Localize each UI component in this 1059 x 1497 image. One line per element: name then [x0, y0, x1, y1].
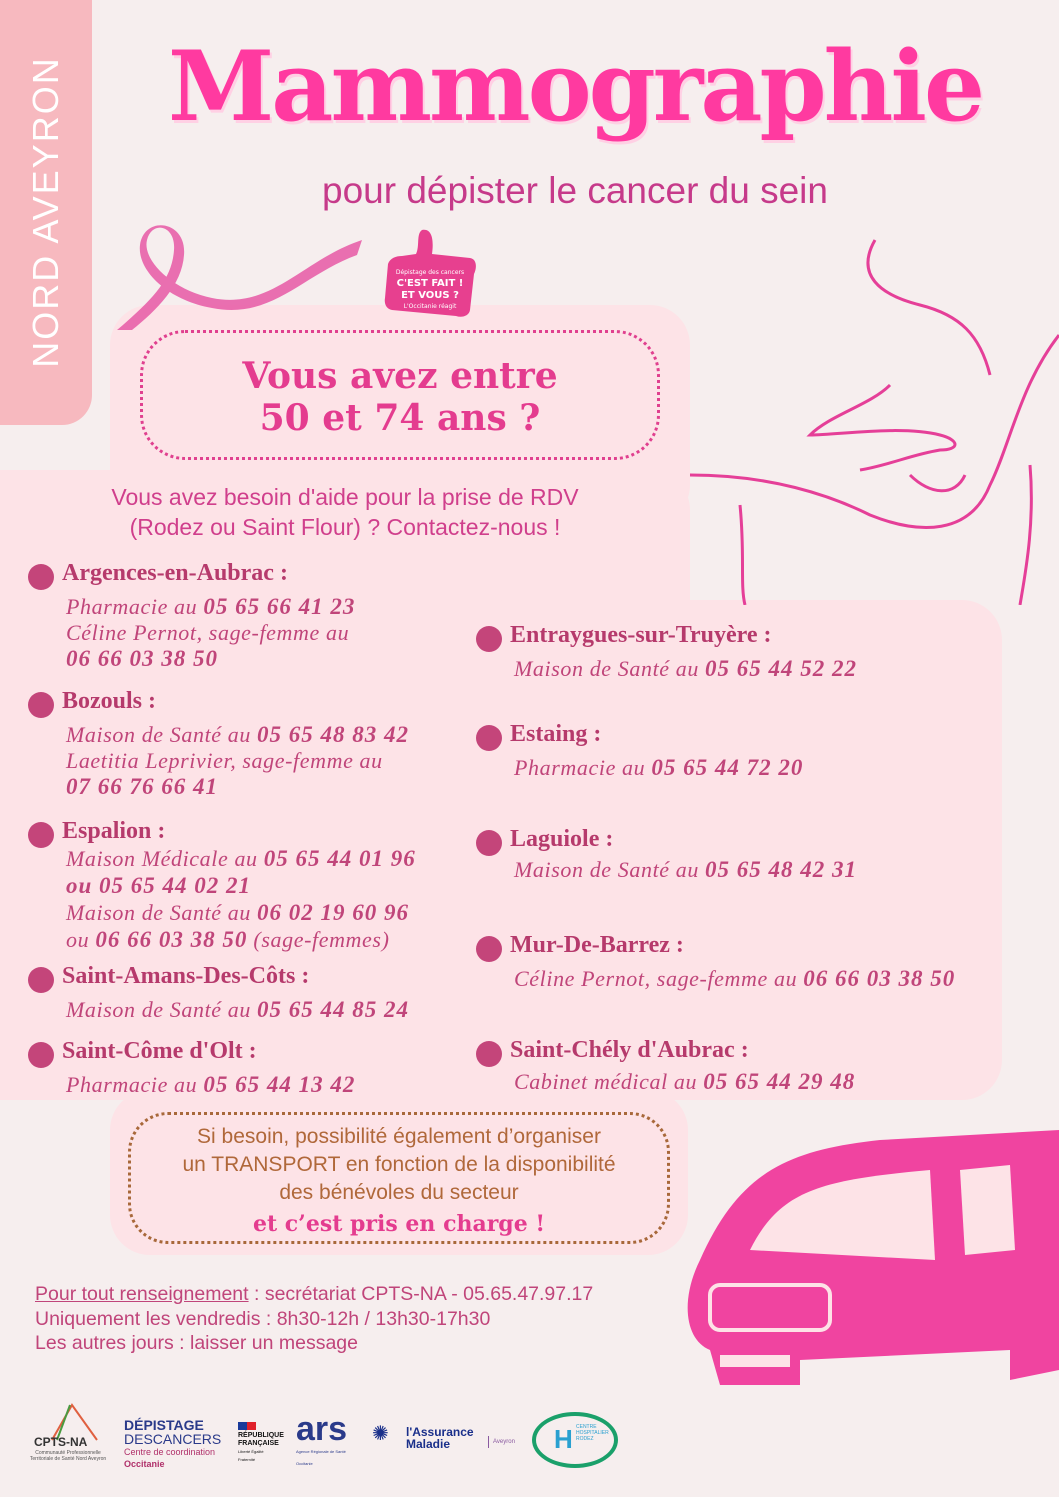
age-question-line: 50 et 74 ans ? — [259, 397, 541, 439]
contact-line — [66, 722, 409, 748]
republique-francaise-logo — [238, 1422, 284, 1464]
h-icon: H — [554, 1424, 573, 1454]
logo-text: Occitanie — [124, 1459, 165, 1469]
age-question-line: Vous avez entre — [242, 355, 558, 397]
people-icon: ✺ — [372, 1423, 389, 1445]
contact-text: Laetitia Leprivier, sage-femme au — [66, 748, 383, 773]
contact-line — [66, 774, 218, 800]
logo-text: Maladie — [406, 1437, 451, 1451]
footer-info — [35, 1282, 593, 1356]
contact-text: Céline Pernot, sage-femme au — [514, 966, 804, 991]
contact-line — [66, 594, 355, 620]
phone-number: 06 02 19 60 96 — [257, 900, 410, 925]
ars-logo — [296, 1412, 347, 1470]
contact-line — [66, 646, 218, 672]
contact-text: Maison de Santé au — [66, 900, 258, 925]
logo-text: Agence Régionale de Santé Occitanie — [296, 1449, 346, 1466]
bullet-icon — [476, 830, 502, 856]
contact-line — [66, 997, 409, 1023]
contact-text: Pharmacie au — [514, 755, 652, 780]
transport-line: des bénévoles du secteur — [279, 1181, 519, 1204]
contact-text: Cabinet médical au — [514, 1069, 704, 1094]
help-line: Vous avez besoin d'aide pour la prise de RDV — [111, 484, 579, 510]
badge-text: L'Occitanie réagit — [403, 303, 457, 310]
contact-line — [514, 966, 955, 992]
bullet-icon — [476, 725, 502, 751]
phone-number: 06 66 03 38 50 — [803, 966, 956, 991]
town-name: Espalion : — [62, 818, 166, 844]
help-text — [40, 482, 650, 542]
phone-number: 06 66 03 38 50 — [66, 646, 218, 671]
contact-line — [66, 846, 416, 872]
contact-text: Maison de Santé au — [514, 656, 706, 681]
bullet-icon — [476, 626, 502, 652]
transport-highlight: et c’est pris en charge ! — [252, 1211, 546, 1237]
bullet-icon — [476, 1041, 502, 1067]
town-name: Saint-Côme d'Olt : — [62, 1038, 257, 1064]
footer-line: Uniquement les vendredis : 8h30-12h / 13h30-17h30 — [35, 1307, 491, 1330]
contact-text: Pharmacie au — [66, 594, 204, 619]
transport-line: Si besoin, possibilité également d’organiser — [197, 1125, 601, 1148]
footer-line: : secrétariat CPTS-NA - 05.65.47.97.17 — [248, 1283, 594, 1305]
contact-line — [514, 755, 803, 781]
transport-line: un TRANSPORT en fonction de la disponibilité — [182, 1153, 616, 1176]
bullet-icon — [476, 936, 502, 962]
poster-subtitle: pour dépister le cancer du sein — [322, 170, 828, 211]
badge-text: C'EST FAIT ! — [396, 278, 464, 289]
help-line: (Rodez ou Saint Flour) ? Contactez-nous ! — [129, 514, 561, 540]
logo-text: Centre de coordination — [124, 1447, 216, 1457]
bullet-icon — [28, 1042, 54, 1068]
logo-text: FRANÇAISE — [238, 1440, 279, 1447]
phone-number: 05 65 44 85 24 — [257, 997, 410, 1022]
contact-text: ou — [66, 927, 96, 952]
phone-number: 05 65 44 01 96 — [263, 846, 416, 871]
contact-line — [514, 1069, 855, 1095]
phone-number: 05 65 48 42 31 — [705, 857, 858, 882]
logo-text: CENTRE HOSPITALIER RODEZ — [576, 1424, 609, 1442]
side-band — [0, 0, 92, 425]
side-band-label: NORD AVEYRON — [25, 56, 66, 368]
info-link[interactable]: Pour tout renseignement — [35, 1283, 249, 1305]
transport-box — [128, 1112, 670, 1244]
town-name: Bozouls : — [62, 688, 157, 714]
contact-text: Pharmacie au — [66, 1072, 204, 1097]
town-name: Argences-en-Aubrac : — [62, 560, 288, 586]
contact-line — [66, 620, 349, 646]
phone-number: 06 66 03 38 50 — [95, 927, 248, 952]
contact-text: Céline Pernot, sage-femme au — [66, 620, 350, 645]
town-name: Saint-Chély d'Aubrac : — [510, 1037, 749, 1063]
logo-text: Aveyron — [488, 1436, 515, 1448]
contact-text: Maison Médicale au — [66, 846, 264, 871]
contact-line — [66, 873, 251, 899]
footer-line: Les autres jours : laisser un message — [35, 1332, 358, 1354]
phone-number: ou 05 65 44 02 21 — [66, 873, 252, 898]
contact-text: Maison de Santé au — [514, 857, 706, 882]
contact-text: (sage-femmes) — [247, 927, 390, 952]
cpts-logo-text: CPTS-NA — [34, 1435, 88, 1449]
contact-line — [514, 656, 857, 682]
town-name: Laguiole : — [510, 826, 614, 852]
logo-text: DÉPISTAGE — [124, 1417, 204, 1433]
contact-line — [514, 857, 857, 883]
contact-line — [66, 900, 409, 926]
badge-text: ET VOUS ? — [401, 290, 459, 301]
phone-number: 05 65 48 83 42 — [257, 722, 410, 747]
poster-title: Mammographie — [167, 30, 983, 143]
flag-icon — [238, 1422, 256, 1430]
breast-illustration — [680, 235, 1059, 605]
thumbs-up-badge-icon — [382, 228, 478, 320]
logo-text: DESCANCERS — [124, 1431, 222, 1447]
phone-number: 05 65 44 72 20 — [651, 755, 804, 780]
centre-hospitalier-logo — [532, 1412, 618, 1468]
town-name: Mur-De-Barrez : — [510, 932, 684, 958]
phone-number: 05 65 44 13 42 — [203, 1072, 356, 1097]
contact-text: Maison de Santé au — [66, 997, 258, 1022]
town-name: Saint-Amans-Des-Côts : — [62, 963, 310, 989]
logo-text: ars — [296, 1410, 348, 1448]
cpts-logo-subtext: Communauté Professionnelle Territoriale de Santé Nord Aveyron — [29, 1450, 107, 1462]
contact-line — [66, 748, 383, 774]
van-illustration — [680, 1110, 1059, 1410]
badge-text: Dépistage des cancers — [395, 269, 465, 276]
depistage-logo — [124, 1418, 221, 1470]
age-question-box — [140, 330, 660, 460]
pink-ribbon-icon — [112, 220, 367, 335]
logo-text: Liberté Égalité Fraternité — [238, 1449, 264, 1462]
town-name: Estaing : — [510, 721, 602, 747]
logo-text: l'Assurance — [406, 1425, 474, 1439]
contact-line — [66, 1072, 355, 1098]
cpts-logo — [22, 1400, 112, 1470]
phone-number: 05 65 66 41 23 — [203, 594, 356, 619]
phone-number: 05 65 44 29 48 — [703, 1069, 856, 1094]
contact-text: Maison de Santé au — [66, 722, 258, 747]
bullet-icon — [28, 967, 54, 993]
town-name: Entraygues-sur-Truyère : — [510, 622, 772, 648]
logo-text: RÉPUBLIQUE — [238, 1432, 284, 1439]
phone-number: 07 66 76 66 41 — [66, 774, 218, 799]
bullet-icon — [28, 692, 54, 718]
bullet-icon — [28, 564, 54, 590]
contact-line — [66, 927, 390, 953]
bullet-icon — [28, 822, 54, 848]
phone-number: 05 65 44 52 22 — [705, 656, 858, 681]
